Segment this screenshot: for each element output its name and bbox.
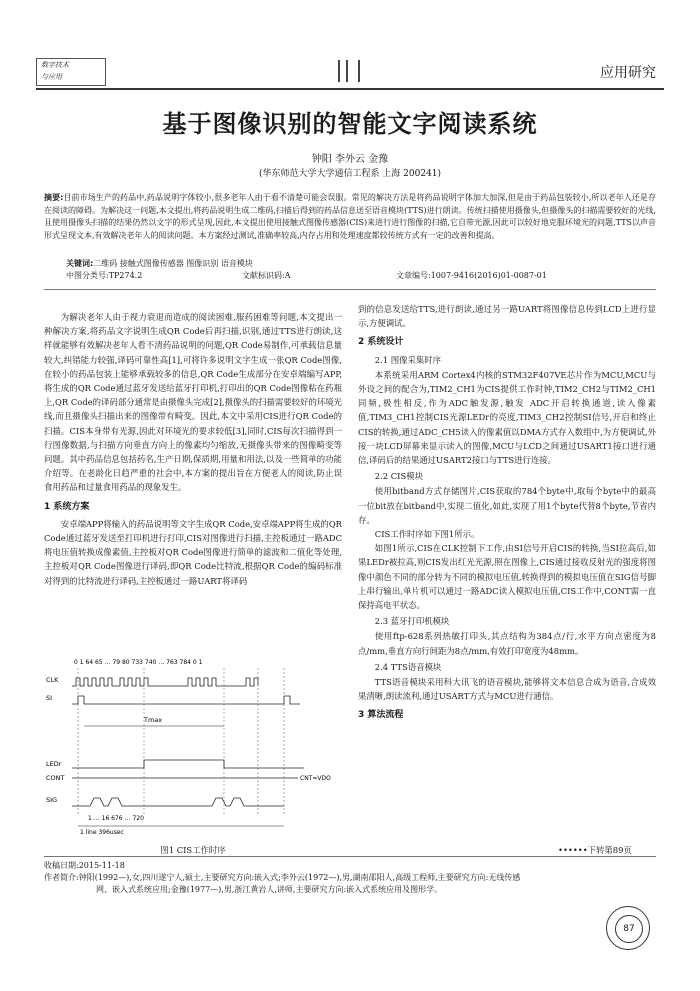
- section1-paragraph: 安卓端APP将输入的药品说明等文字生成QR Code,安卓端APP将生成的QR Code通过蓝牙发送至打印机进行打印,CIS对图像进行扫描,主控板通过一路ADC将电压值转换成像素值,主控板对QR Code图像进行简单的滤波和二值化等处理,主控板对QR Code图像进行译码,即QR Code比特流,根据QR Code的编码标准对得到的比特流进行译码,主控板通过一路UART将译码: [44, 518, 342, 586]
- timing-diagram: [44, 656, 342, 836]
- continuation-paragraph: 到的信息发送给TTS,进行朗读,通过另一路UART将图像信息传到LCD上进行显示,方便调试。: [358, 304, 656, 329]
- label-si: SI: [46, 694, 53, 702]
- clc-number: 中图分类号:TP274.2: [66, 271, 143, 280]
- tmax-label: Tmax: [144, 716, 163, 724]
- subsection-2-3: 2.3 蓝牙打印机模块: [374, 616, 450, 627]
- header-rule: [36, 88, 664, 90]
- subsection-2-1-body: 本系统采用ARM Cortex4内核的STM32F407VE芯片作为MCU,MCU与外设之间的配合为,TIM2_CH1为CIS提供工作时钟,TIM2_CH2与TIM2_CH1同频,极性相反,作为ADC触发源,触发 ADC开启转换通道,读入像素值,TIM3_CH1控制CIS光源LEDr的亮度,TIM3_CH2控制SI信号,开启和终止CIS的转换,通过ADC_CH5读入的像素值以DMA方式存入数组中,为方便调试,外接一块LCD屏幕来显示读入的图像,MCU与LCD之间通过USART1接口进行通信,译码后的结果通过USART2接口与TTS进行连接。: [358, 369, 656, 466]
- subsection-2-1: 2.1 图像采集时序: [374, 354, 442, 365]
- si-waveform: [72, 696, 300, 704]
- footnote-rule: [44, 856, 656, 857]
- logo-line1: 数字技术: [41, 61, 69, 69]
- paper-title: 基于图像识别的智能文字阅读系统: [162, 110, 538, 138]
- label-cont: CONT: [46, 774, 65, 782]
- fig-top-ticks: 0 1 64 65 … 79 80 733 740 … 763 784 0 1: [74, 659, 203, 666]
- keywords-label: 关键词:: [66, 259, 94, 268]
- abstract-label: 摘要:: [44, 193, 64, 202]
- cont-annotation: CNT=VDO: [300, 775, 331, 782]
- journal-logo: [36, 58, 106, 86]
- page-number-seal: [606, 906, 650, 950]
- abstract-text: 目前市场生产的药品中,药品说明字体较小,很多老年人由于看不清楚可能会误服。常见的解决方法是将药品说明字体加大加深,但是由于药品包装较小,所以老年人还是存在阅读的障碍。为解决这一问题,本文提出,将药品说明生成二维码,扫描后得到的药品信息送至语音模块(TTS)进行朗读。传统扫描使用摄像头,但摄像头的扫描需要较好的光线,且使用摄像头扫描的结果仍然以文字的形式呈现,因此,本文提出使用接触式图像传感器(CIS)来进行进行图像的扫描,它自带光源,因此可以较好地克服环境光的问题,TTS以声音形式呈现文本,有效解决老年人的阅读问题。本方案经过测试,准确率较高,内存占用和处理速度都较传统方式有一定的改善和提高。: [44, 193, 656, 240]
- section-tag: 应用研究: [600, 65, 656, 81]
- author-bio-line1: 作者简介:钟阳(1992—),女,四川遂宁人,硕士,主要研究方向:嵌入式;李外云(1972—),男,湖南邵阳人,高级工程师,主要研究方向:无线传感: [44, 873, 521, 882]
- right-column: [358, 302, 656, 726]
- authors: 钟阳 李外云 金豫: [311, 154, 389, 165]
- subsection-2-4: 2.4 TTS语音模块: [374, 661, 442, 672]
- section3-heading: 3 算法流程: [358, 710, 404, 721]
- line-period: 1 line 396usec: [80, 829, 124, 836]
- left-column: [44, 310, 342, 588]
- footnote: [44, 860, 656, 896]
- author-bio-line2: 网、嵌入式系统应用;金豫(1977—),男,浙江黄岩人,讲师,主要研究方向:嵌入式系统应用及图形学。: [96, 885, 443, 894]
- fig-bottom-ticks: 1 … 16 676 … 720: [88, 815, 144, 822]
- separator-rule: [44, 289, 656, 290]
- subsection-2-4-body: TTS语音模块采用科大讯飞的语音模块,能够将文本信息合成为语音,合成效果清晰,朗读流利,通过USART方式与MCU进行通信。: [358, 677, 656, 702]
- label-clk: CLK: [46, 676, 59, 684]
- continued-note: ••••••下转第89页: [558, 845, 632, 855]
- article-number: 文章编号:1007-9416(2016)01-0087-01: [396, 271, 547, 280]
- abstract: [44, 192, 656, 242]
- intro-paragraph: 为解决老年人由于视力衰退而造成的阅读困难,服药困难等问题,本文提出一种解决方案,将药品文字说明生成QR Code后再扫描,识别,通过TTS进行朗读,这样就能够有效解决老年人看不清药品说明的问题,QR Code易制作,可承载信息量较大,纠错能力较强,译码可靠性高[1],可将许多说明文字生成一张QR Code图像,在较小的药品包装上能够承载较多的信息,QR Code生成部分在安卓端编写APP,将生成的QR Code通过蓝牙发送给蓝牙打印机,打印出的QR Code图像粘在药瓶上,QR Code的译码部分通常是由摄像头完成[2],摄像头的扫描需要较好的环境光线,而且摄像头扫描出来的图像带有畸变。因此,本文中采用CIS进行QR Code的扫描。CIS本身带有光源,因此对环境光的要求较低[3],同时,CIS每次扫描得到一行图像数据,与扫描方向垂直方向上的像素均匀缩放,无摄像头带来的图像畸变等问题。其中药品信息包括药名,生产日期,保质期,用量和用法,以及一些简单的功能介绍等。在老龄化日趋严重的社会中,本方案的提出旨在方便老人的阅读,防止误食用药品和过量食用药品的现象发生。: [44, 312, 342, 493]
- document-code: 文献标识码:A: [242, 271, 291, 280]
- subsection-2-2-body2: CIS工作时序如下图1所示。: [374, 529, 480, 540]
- label-ledr: LEDr: [46, 760, 62, 768]
- keywords: [66, 258, 253, 269]
- subsection-2-2-body3: 如图1所示,CIS在CLK控制下工作,由SI信号开启CIS的转换,当SI拉高后,如果LEDr被拉高,则CIS发出红光光源,照在图像上,CIS通过接收反射光的强度将图像中颜色不同的部分转为不同的模拟电压值,转换得到的模拟电压值在SIG信号脚上串行输出,单片机可以通过一路ADC读入模拟电压值,CIS工作中,CONT需一直保持高电平状态。: [358, 543, 656, 611]
- page-number: 87: [615, 915, 643, 943]
- subsection-2-2-body1: 使用bitband方式存储图片,CIS获取的784个byte中,取每个byte中的最高一位bit放在bitband中,实现二值化,如此,实现了用1个byte代替8个byte,节省内存。: [358, 486, 656, 525]
- sig-waveform: [72, 798, 284, 806]
- clk-waveform: [72, 678, 258, 686]
- header-ornament: [338, 60, 364, 82]
- guide-lines: [78, 668, 284, 816]
- figure-caption: 图1 CIS工作时序: [160, 845, 226, 855]
- subsection-2-3-body: 使用ftp-628系列热敏打印头,其点结构为384点/行,水平方向点密度为8点/mm,垂直方向行间距为8点/mm,有效打印宽度为48mm。: [358, 631, 656, 656]
- logo-line2: 与应用: [41, 73, 62, 81]
- section2-heading: 2 系统设计: [358, 337, 404, 348]
- affiliation: (华东师范大学大学通信工程系 上海 200241): [258, 169, 442, 179]
- label-sig: SIG: [46, 796, 58, 804]
- ledr-waveform: [72, 760, 304, 768]
- received-date: 收稿日期:2015-11-18: [44, 861, 125, 870]
- section1-heading: 1 系统方案: [44, 501, 90, 512]
- keywords-text: 二维码 接触式图像传感器 图像识别 语音模块: [93, 259, 253, 268]
- subsection-2-2: 2.2 CIS模块: [374, 471, 423, 482]
